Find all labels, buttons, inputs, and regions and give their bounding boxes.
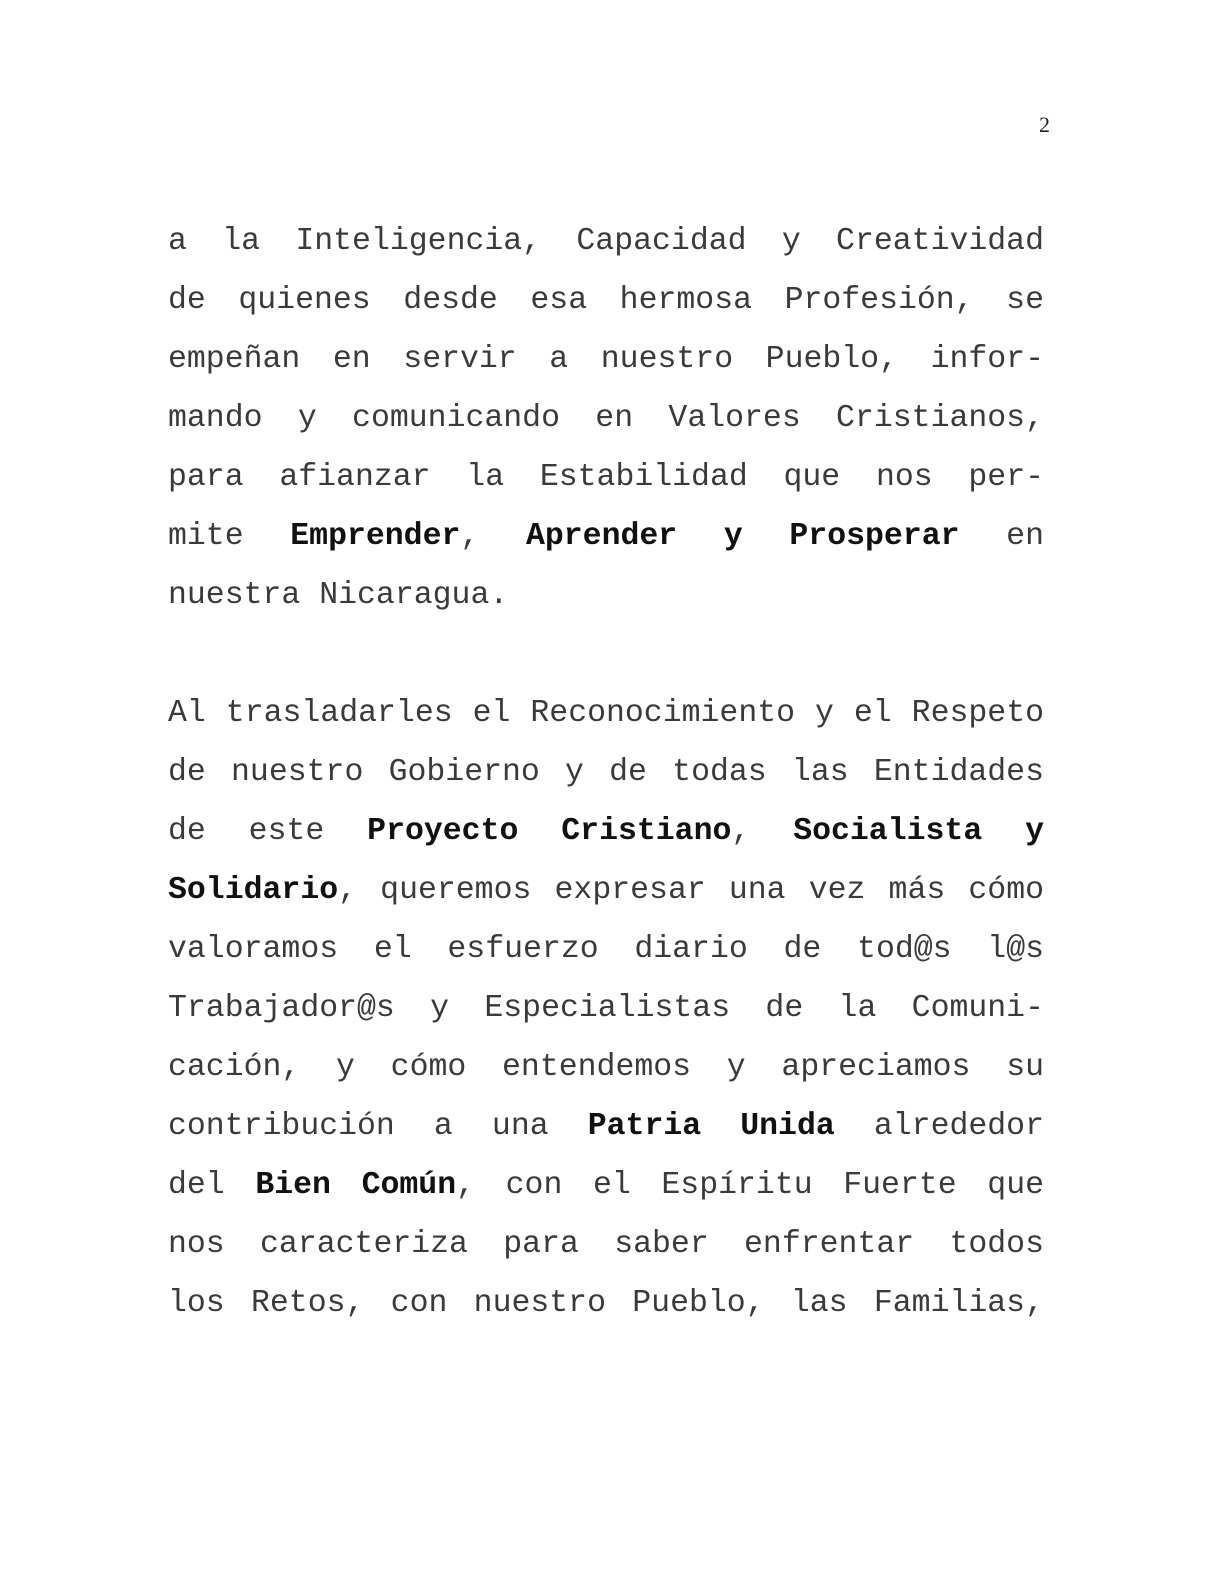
bold-text: Bien Común	[255, 1168, 457, 1203]
bold-text: Aprender y Prosperar	[525, 519, 960, 554]
text-run: , con el Espíritu Fuerte que	[456, 1168, 1045, 1203]
text-run: de este	[168, 814, 368, 849]
page-number: 2	[1039, 112, 1050, 137]
text-run: contribución a una	[168, 1109, 588, 1144]
text-run: del	[168, 1168, 256, 1203]
bold-text: Emprender	[290, 519, 461, 554]
bold-text: Socialista y	[793, 814, 1044, 849]
text-run: nos caracteriza para saber enfrentar todos	[168, 1227, 1044, 1262]
bold-text: Solidario	[168, 873, 339, 908]
text-run: empeñan en servir a nuestro Pueblo, infor-	[168, 342, 1044, 377]
text-run: los Retos, con nuestro Pueblo, las Familias,	[168, 1286, 1044, 1321]
text-run: de quienes desde esa hermosa Profesión, se	[168, 283, 1044, 318]
text-line	[168, 1215, 1044, 1274]
text-line	[168, 271, 1044, 330]
text-line	[168, 507, 1044, 566]
text-line	[168, 212, 1044, 271]
text-run: Trabajador@s y Especialistas de la Comuni-	[168, 991, 1044, 1026]
paragraph-1	[168, 212, 1044, 625]
text-run: para afianzar la Estabilidad que nos per-	[168, 460, 1044, 495]
text-line	[168, 861, 1044, 920]
text-line	[168, 1097, 1044, 1156]
paragraph-2	[168, 684, 1044, 1333]
text-run: , queremos expresar una vez más cómo	[338, 873, 1044, 908]
bold-text: Patria Unida	[587, 1109, 835, 1144]
text-run: de nuestro Gobierno y de todas las Entidades	[168, 755, 1044, 790]
text-run: valoramos el esfuerzo diario de tod@s l@s	[168, 932, 1044, 967]
text-run: ,	[460, 519, 526, 554]
text-run: mite	[168, 519, 291, 554]
text-line	[168, 566, 1044, 625]
text-line	[168, 330, 1044, 389]
text-line	[168, 684, 1044, 743]
text-run: mando y comunicando en Valores Cristianos,	[168, 401, 1044, 436]
text-line	[168, 743, 1044, 802]
text-run: Al trasladarles el Reconocimiento y el Respeto	[168, 696, 1044, 731]
text-run: nuestra Nicaragua.	[168, 578, 509, 613]
text-run: cación, y cómo entendemos y apreciamos su	[168, 1050, 1044, 1085]
text-line	[168, 389, 1044, 448]
text-line	[168, 1274, 1044, 1333]
text-run: alrededor	[834, 1109, 1044, 1144]
text-line	[168, 979, 1044, 1038]
text-run: a la Inteligencia, Capacidad y Creatividad	[168, 224, 1044, 259]
text-line	[168, 920, 1044, 979]
bold-text: Proyecto Cristiano	[367, 814, 732, 849]
text-line	[168, 1156, 1044, 1215]
text-line	[168, 1038, 1044, 1097]
text-run: en	[959, 519, 1044, 554]
text-line	[168, 802, 1044, 861]
text-line	[168, 448, 1044, 507]
text-run: ,	[731, 814, 794, 849]
